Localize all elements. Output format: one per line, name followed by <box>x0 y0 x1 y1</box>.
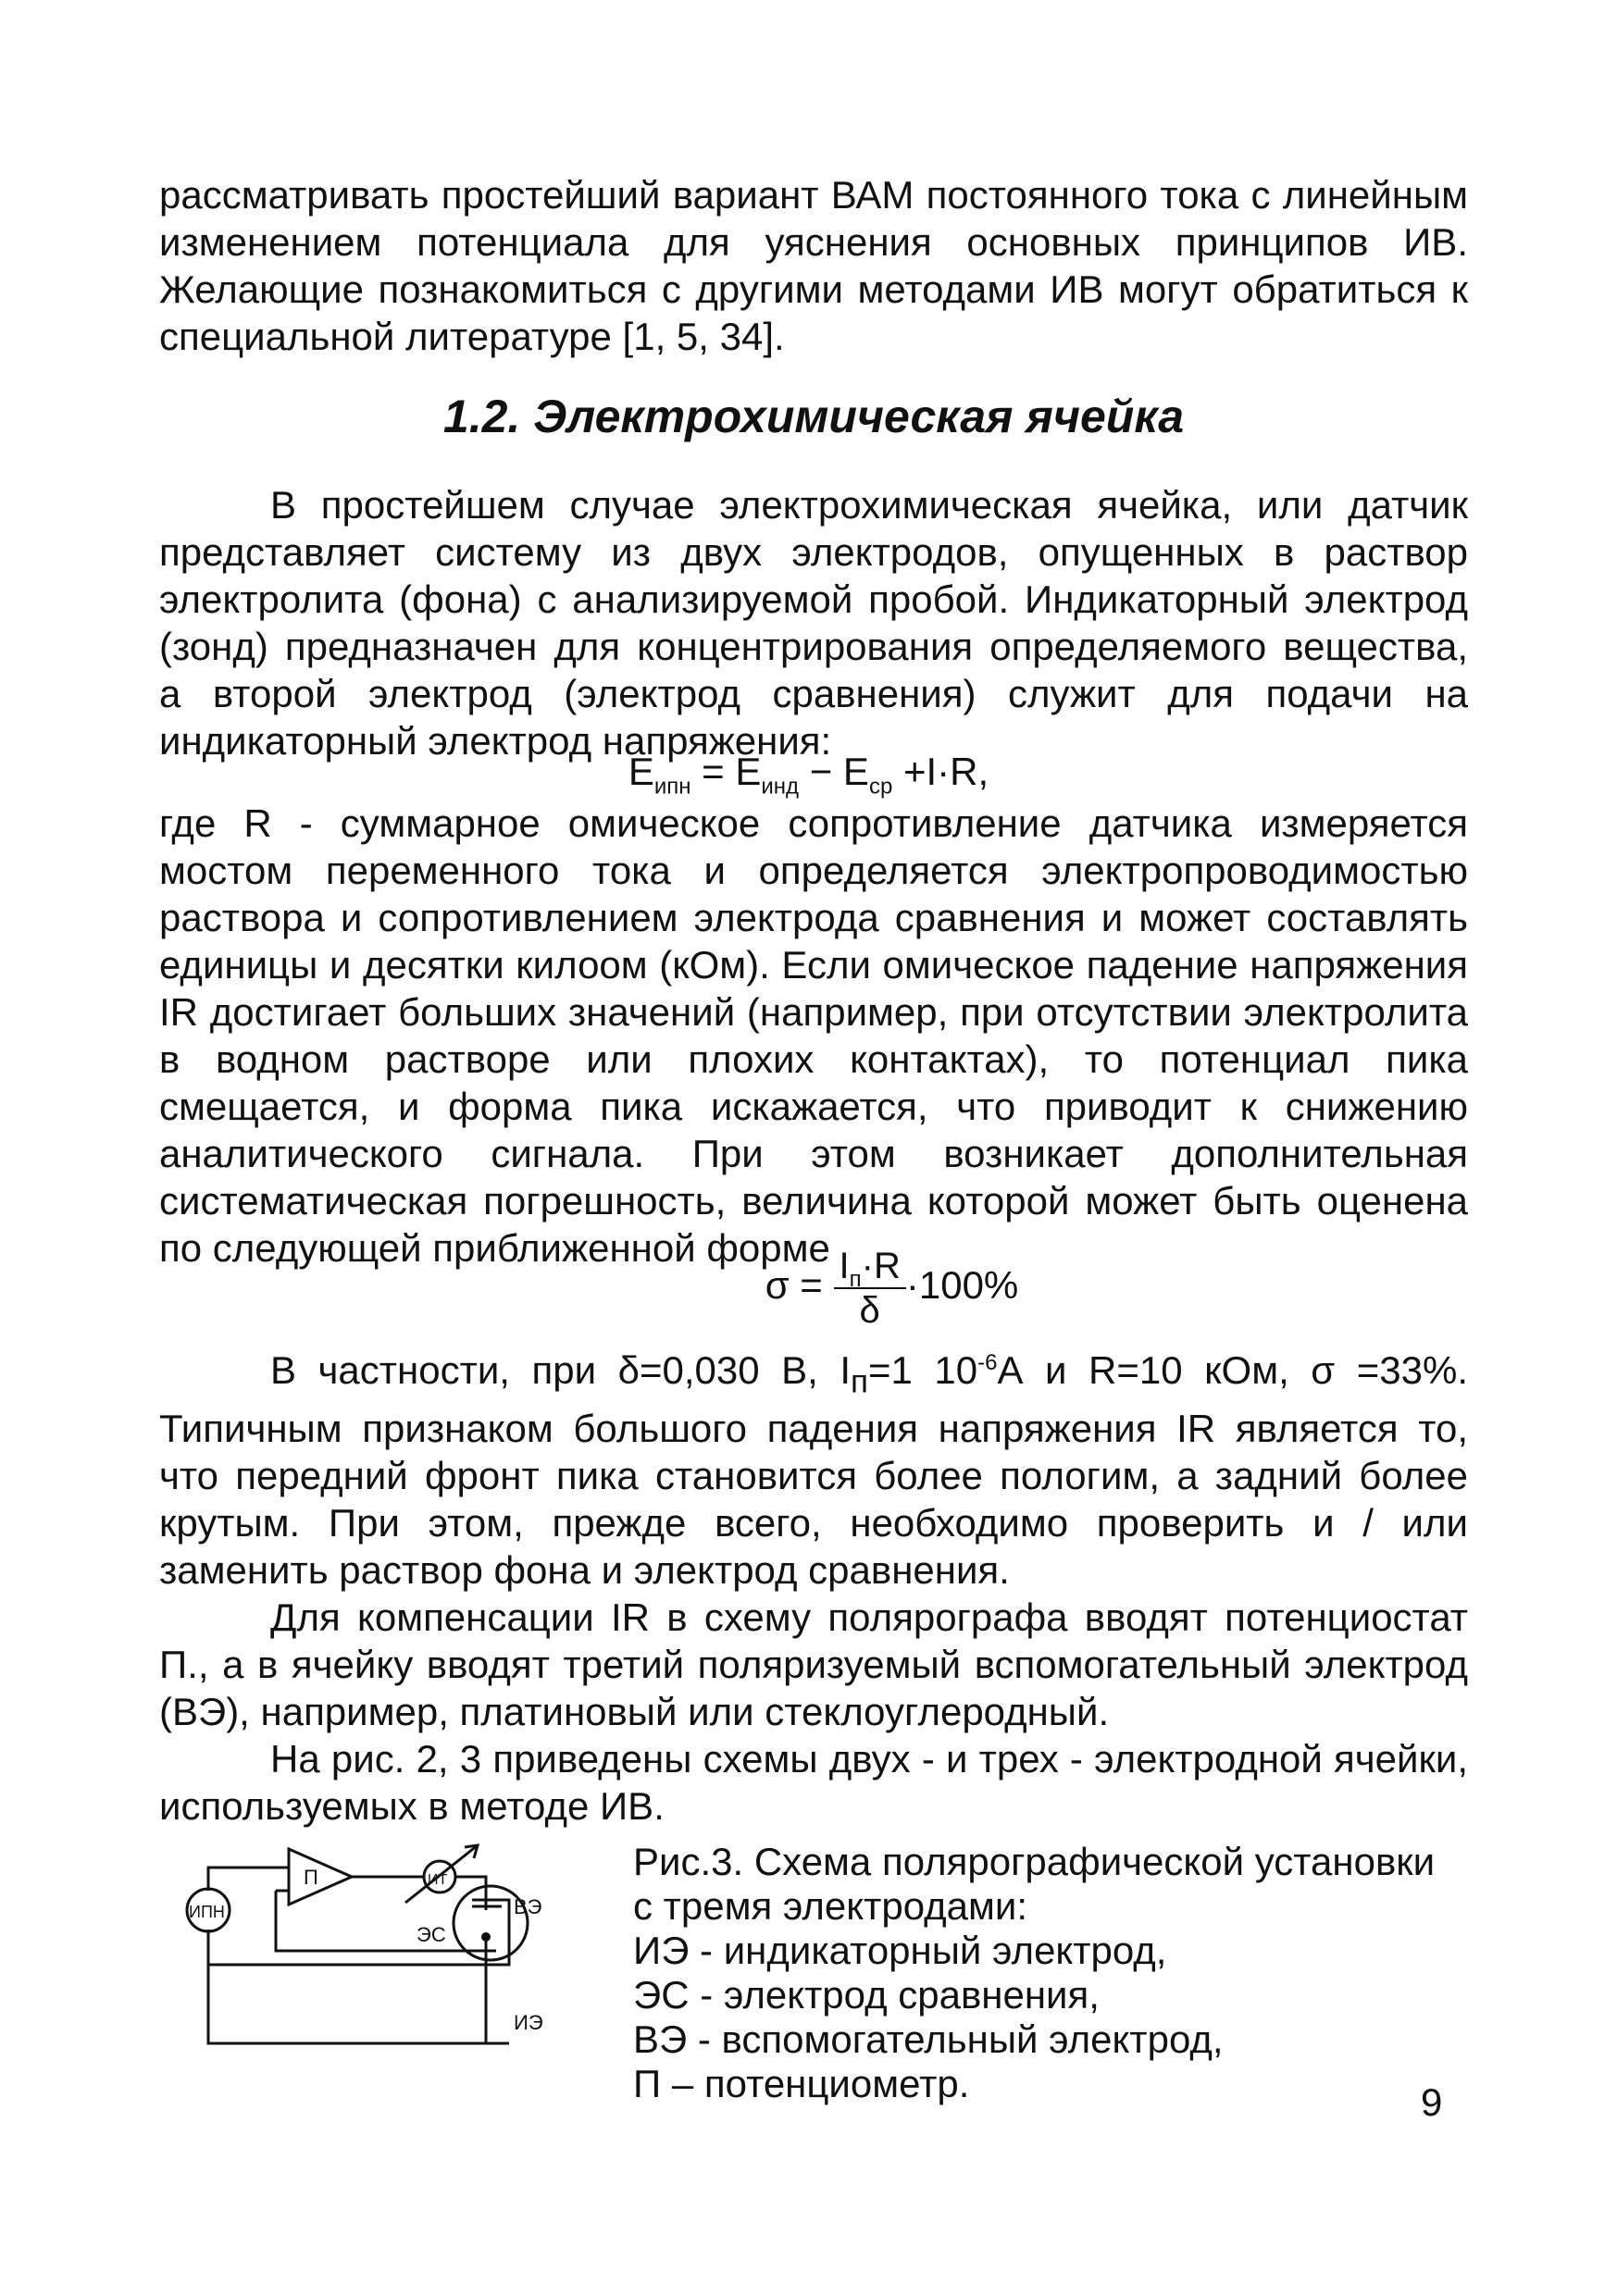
paragraph-resistance-block <box>159 800 1468 1272</box>
paragraph-cell-block <box>159 481 1468 764</box>
label-p: П <box>304 1866 318 1889</box>
paragraph-figures: На рис. 2, 3 приведены схемы двух - и трех - электродной ячейки, используемых в методе ИВ. <box>159 1737 1468 1829</box>
caption-line-3: ИЭ - индикаторный электрод, <box>633 1929 1167 1972</box>
section-heading: 1.2. Электрохимическая ячейка <box>442 391 1185 442</box>
figure-caption <box>633 1840 1485 2106</box>
paragraph-intro: рассматривать простейший вариант ВАМ постоянного тока с линейным изменением потенциала для уяснения основных принципов ИВ. Желающие познакомиться с другими методами ИВ могут обратиться к специальной литературе [1, 5, 34]. <box>159 173 1468 358</box>
paragraph-intro-block <box>159 171 1468 360</box>
caption-line-2: с тремя электродами: <box>633 1884 1028 1928</box>
label-it: ИТ <box>428 1872 448 1888</box>
label-ie: ИЭ <box>514 2011 543 2034</box>
potentiostat-triangle <box>289 1849 352 1905</box>
formula-voltage: $E_{ипн} = E_{инд} - E_{ср} +I\cdot R$, <box>628 750 989 800</box>
caption-line-1: Рис.3. Схема полярографической установки <box>633 1840 1436 1883</box>
caption-line-5: ВЭ - вспомогательный электрод, <box>633 2017 1224 2061</box>
label-es: ЭС <box>417 1923 446 1946</box>
paragraph-cell-description: В простейшем случае электрохимическая ячейка, или датчик представляет систему из двух электродов, опущенных в раствор электролита (фона) с анализируемой пробой. Индикаторный электрод (зонд) предназначен для концентрирования определяемого вещества, а второй электрод (электрод сравнения) служит для подачи на индикаторный электрод напряжения: <box>159 483 1468 763</box>
paragraph-example: В частности, при δ=0,030 В, $I_п=1$ $10^{-6}А$ и R=10 кОм, σ =33%. Типичным признаком большого падения напряжения IR является то, что передний фронт пика становится более пологим, а задний более крутым. При этом, прежде всего, необходимо проверить и / или заменить раствор фона и электрод сравнения. <box>159 1348 1468 1593</box>
polarograph-circuit-diagram <box>167 1821 574 2062</box>
formula-error: σ = $\frac{I_п\cdot R}{\delta}$ ·100% <box>765 1246 1019 1331</box>
paragraph-compensation: Для компенсации IR в схему полярографа вводят потенциостат П., а в ячейку вводят третий поляризуемый вспомогательный электрод (ВЭ), например, платиновый или стеклоуглеродный. <box>159 1595 1468 1734</box>
paragraph-resistance: где R - суммарное омическое сопротивление датчика измеряется мостом переменного тока и определяется электропроводимостью раствора и сопротивлением электрода сравнения и может составлять единицы и десятки килоом (кОм). Если омическое падение напряжения IR достигает больших значений (например, при отсутствии электролита в водном растворе или плохих контактах), то потенциал пика смещается, и форма пика искажается, что приводит к снижению аналитического сигнала. При этом возникает дополнительная систематическая погрешность, величина которой может быть оценена по следующей приближенной форме <box>159 801 1468 1270</box>
page-number: 9 <box>1421 2080 1443 2124</box>
caption-line-6: П – потенциометр. <box>633 2062 970 2105</box>
paragraph-example-block <box>159 1347 1468 1830</box>
caption-line-4: ЭС - электрод сравнения, <box>633 1973 1100 2017</box>
label-ipn: ИПН <box>189 1903 225 1921</box>
label-ve: ВЭ <box>514 1895 542 1918</box>
